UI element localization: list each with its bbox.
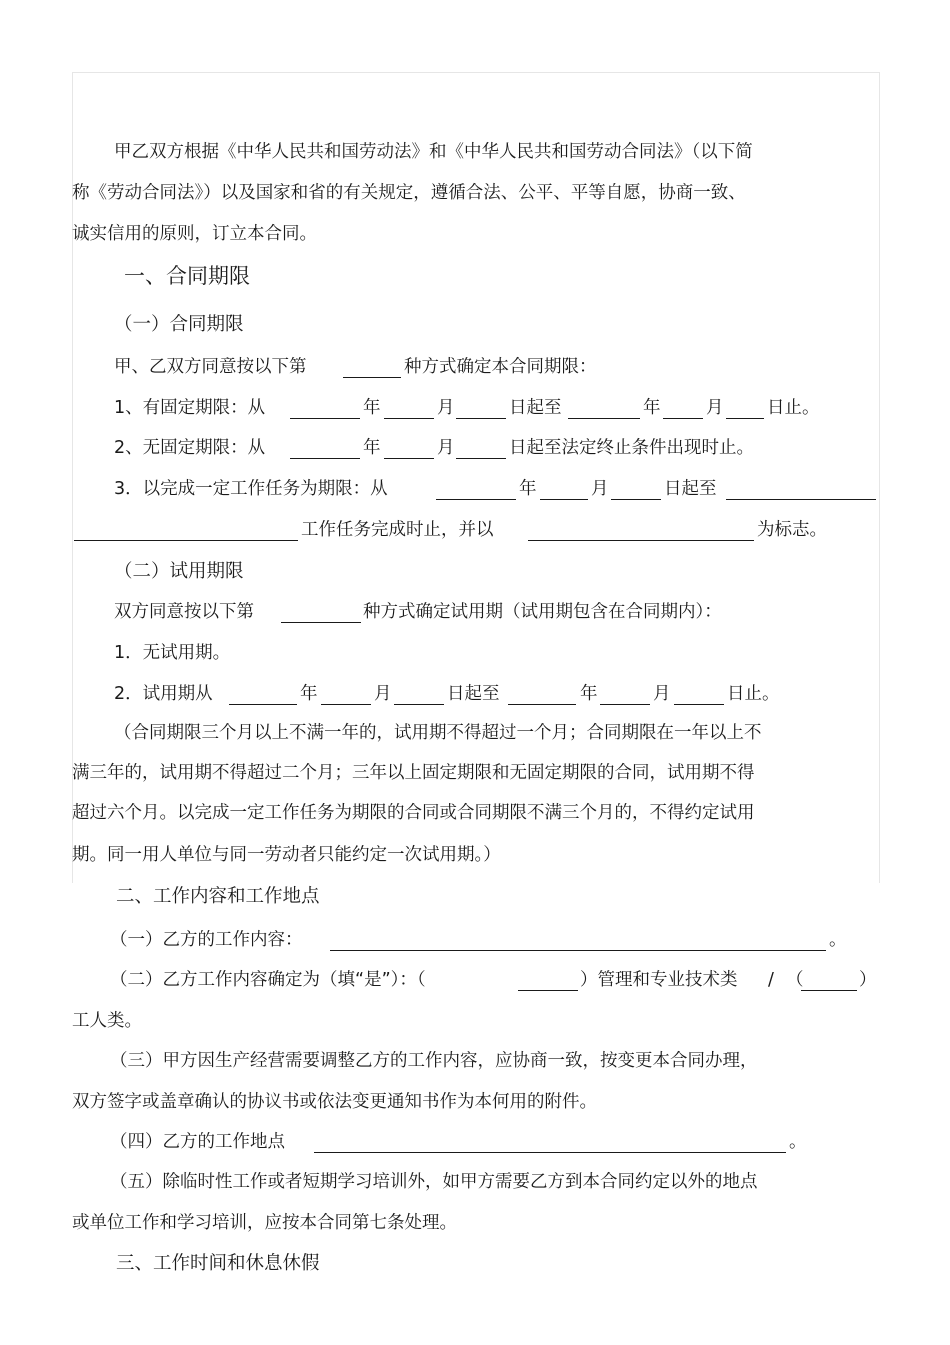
probation-note-line-2: 满三年的，试用期不得超过二个月；三年以上固定期限和无固定期限的合同，试用期不得 bbox=[72, 763, 755, 783]
mark-label: 为标志。 bbox=[757, 520, 827, 540]
intro-line-1: 甲乙双方根据《中华人民共和国劳动法》和《中华人民共和国劳动合同法》（以下简 bbox=[114, 142, 753, 162]
work-location-label: （四）乙方的工作地点 bbox=[110, 1132, 285, 1152]
work-type-label: （二）乙方工作内容确定为（填“是”）：（ bbox=[110, 970, 426, 990]
month-label: 月 bbox=[437, 438, 455, 458]
blank-year[interactable] bbox=[436, 499, 516, 500]
section-3-title: 三、工作时间和休息休假 bbox=[116, 1253, 320, 1274]
blank-year[interactable] bbox=[290, 418, 360, 419]
term-option-1-label: 1、有固定期限：从 bbox=[114, 398, 266, 418]
probation-option-1: 1．无试用期。 bbox=[114, 643, 231, 663]
training-line-2: 或单位工作和学习培训，应按本合同第七条处理。 bbox=[72, 1213, 457, 1233]
blank-month[interactable] bbox=[540, 499, 588, 500]
intro-line-2: 称《劳动合同法》）以及国家和省的有关规定，遵循合法、公平、平等自愿，协商一致、 bbox=[72, 183, 746, 203]
year-label: 年 bbox=[363, 438, 381, 458]
blank-month[interactable] bbox=[384, 418, 434, 419]
month-label: 月 bbox=[437, 398, 455, 418]
blank-task-mark[interactable] bbox=[528, 540, 754, 541]
year-label: 年 bbox=[643, 398, 661, 418]
year-label: 年 bbox=[300, 684, 318, 704]
management-type-blank[interactable] bbox=[518, 990, 578, 991]
blank-day-end[interactable] bbox=[726, 418, 764, 419]
term-option-3-label: 3．以完成一定工作任务为期限：从 bbox=[114, 479, 388, 499]
intro-line-3: 诚实信用的原则，订立本合同。 bbox=[72, 224, 317, 244]
section-1-title: 一、合同期限 bbox=[124, 264, 250, 288]
blank-year-end[interactable] bbox=[568, 418, 640, 419]
worker-type-label: 工人类。 bbox=[72, 1011, 142, 1031]
day-end-label: 日止。 bbox=[727, 684, 780, 704]
day-from-to-label: 日起至 bbox=[509, 398, 562, 418]
term-option-2-end: 日起至法定终止条件出现时止。 bbox=[509, 438, 754, 458]
subsection-term-title: （一）合同期限 bbox=[114, 314, 244, 335]
work-location-blank[interactable] bbox=[314, 1152, 786, 1153]
year-label: 年 bbox=[519, 479, 537, 499]
probation-note-line-1: （合同期限三个月以上不满一年的，试用期不得超过一个月；合同期限在一年以上不 bbox=[114, 723, 762, 743]
blank-day-end[interactable] bbox=[674, 704, 724, 705]
management-type-label: ）管理和专业技术类 bbox=[580, 970, 738, 990]
adjust-content-line-1: （三）甲方因生产经营需要调整乙方的工作内容，应协商一致，按变更本合同办理， bbox=[110, 1051, 758, 1071]
task-complete-label: 工作任务完成时止，并以 bbox=[301, 520, 494, 540]
section-2-title: 二、工作内容和工作地点 bbox=[116, 886, 320, 907]
month-label: 月 bbox=[374, 684, 392, 704]
work-content-blank[interactable] bbox=[330, 950, 826, 951]
day-end-label: 日止。 bbox=[767, 398, 820, 418]
blank-day[interactable] bbox=[611, 499, 661, 500]
subsection-probation-title: （二）试用期限 bbox=[114, 561, 244, 582]
day-from-to-label: 日起至 bbox=[447, 684, 500, 704]
training-line-1: （五）除临时性工作或者短期学习培训外，如甲方需要乙方到本合同约定以外的地点 bbox=[110, 1172, 758, 1192]
blank-task-end[interactable] bbox=[726, 499, 876, 500]
year-label: 年 bbox=[580, 684, 598, 704]
blank-task-name[interactable] bbox=[74, 540, 298, 541]
probation-prompt-start: 双方同意按以下第 bbox=[114, 602, 254, 622]
blank-month-end[interactable] bbox=[663, 418, 703, 419]
month-label: 月 bbox=[706, 398, 724, 418]
probation-method-blank[interactable] bbox=[281, 622, 361, 623]
term-method-blank[interactable] bbox=[343, 377, 401, 378]
term-option-2-label: 2、无固定期限：从 bbox=[114, 438, 266, 458]
term-prompt-end: 种方式确定本合同期限： bbox=[404, 357, 597, 377]
term-prompt-start: 甲、乙双方同意按以下第 bbox=[114, 357, 307, 377]
worker-type-blank[interactable] bbox=[801, 990, 857, 991]
period-mark: 。 bbox=[829, 930, 847, 950]
month-label: 月 bbox=[653, 684, 671, 704]
blank-month[interactable] bbox=[321, 704, 371, 705]
day-from-to-label: 日起至 bbox=[664, 479, 717, 499]
blank-year-end[interactable] bbox=[508, 704, 576, 705]
year-label: 年 bbox=[363, 398, 381, 418]
blank-day[interactable] bbox=[456, 458, 506, 459]
blank-day[interactable] bbox=[394, 704, 444, 705]
blank-year[interactable] bbox=[290, 458, 360, 459]
probation-note-line-4: 期。同一用人单位与同一劳动者只能约定一次试用期。） bbox=[72, 845, 501, 865]
left-paren: （ bbox=[786, 970, 804, 990]
probation-note-line-3: 超过六个月。以完成一定工作任务为期限的合同或合同期限不满三个月的，不得约定试用 bbox=[72, 803, 755, 823]
probation-prompt-end: 种方式确定试用期（试用期包含在合同期内）： bbox=[363, 602, 722, 622]
work-content-label: （一）乙方的工作内容： bbox=[110, 930, 303, 950]
blank-day[interactable] bbox=[456, 418, 506, 419]
blank-month-end[interactable] bbox=[600, 704, 650, 705]
probation-option-2-label: 2．试用期从 bbox=[114, 684, 213, 704]
right-paren: ） bbox=[859, 970, 877, 990]
blank-year[interactable] bbox=[229, 704, 297, 705]
adjust-content-line-2: 双方签字或盖章确认的协议书或依法变更通知书作为本何用的附件。 bbox=[72, 1092, 597, 1112]
month-label: 月 bbox=[591, 479, 609, 499]
slash-separator: / bbox=[768, 970, 774, 990]
period-mark: 。 bbox=[789, 1132, 807, 1152]
blank-month[interactable] bbox=[384, 458, 434, 459]
